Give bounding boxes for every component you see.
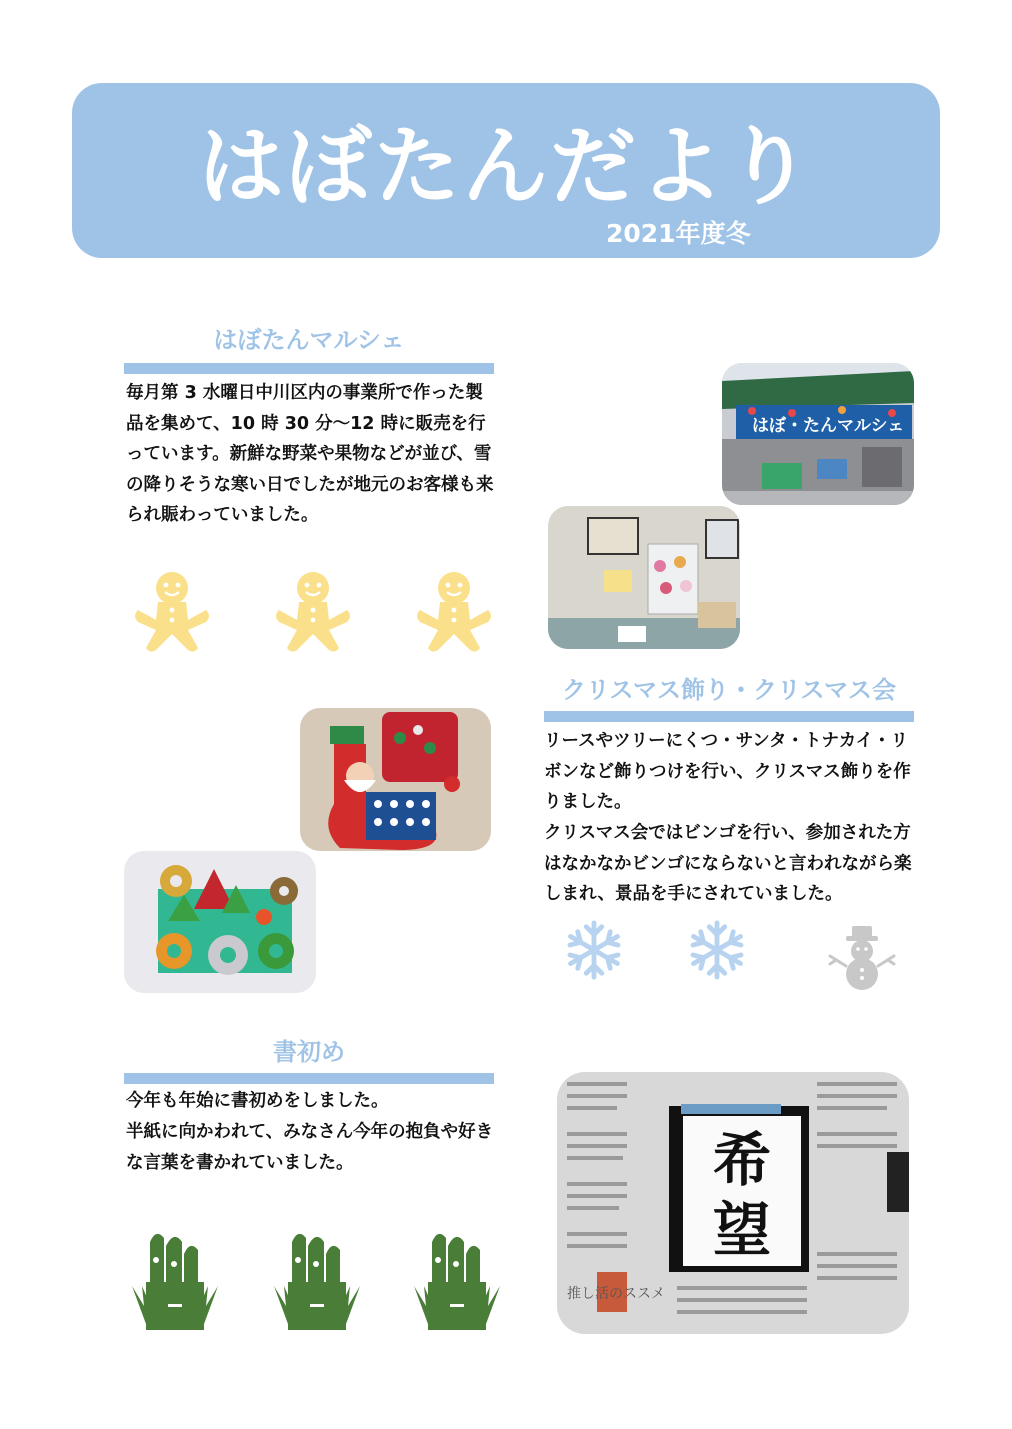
kakizome-text-1: 今年も年始に書初めをしました。	[126, 1091, 389, 1111]
section-title-marche: はぼたんマルシェ	[213, 326, 405, 354]
kadomatsu-icon	[270, 1224, 364, 1330]
section-divider	[124, 1073, 494, 1084]
gingerbread-man-icon	[414, 570, 494, 654]
section-title-christmas: クリスマス飾り・クリスマス会	[561, 676, 897, 704]
marche-text: 毎月第 3 水曜日中川区内の事業所で作った製品を集めて、10 時 30 分～12 時に販売を行っています。新鮮な野菜や果物などが並び、雪の降りそうな寒い日でしたが地元のお客様も来られ賑わっていました。	[126, 383, 494, 525]
marche-tent-photo	[722, 363, 914, 505]
bags-display-photo	[548, 506, 740, 649]
christmas-text-1: リースやツリーにくつ・サンタ・トナカイ・リボンなど飾りつけを行い、クリスマス飾りを作りました。	[544, 731, 911, 812]
christmas-stocking-photo	[300, 708, 491, 851]
snowflake-icon	[686, 918, 748, 982]
newsletter-title: はぼたんだより	[198, 117, 814, 217]
calligraphy-photo	[557, 1072, 909, 1334]
kadomatsu-icon	[410, 1224, 504, 1330]
calligraphy-char-2: 望	[712, 1196, 772, 1264]
section-title-kakizome: 書初め	[273, 1038, 345, 1066]
calligraphy-char-1: 希	[712, 1126, 772, 1194]
snowman-icon	[826, 926, 898, 990]
kadomatsu-icon	[128, 1224, 222, 1330]
gingerbread-man-icon	[132, 570, 212, 654]
newsletter-subtitle: 2021年度冬	[606, 219, 751, 248]
section-divider	[124, 363, 494, 374]
newspaper-text: 推し活のススメ	[567, 1286, 665, 1302]
tent-banner-text: はぼ・たんマルシェ	[752, 416, 905, 436]
section-divider	[544, 711, 914, 722]
origami-wreath-photo	[124, 851, 316, 993]
snowflake-icon	[563, 918, 625, 982]
gingerbread-man-icon	[273, 570, 353, 654]
kakizome-text-2: 半紙に向かわれて、みなさん今年の抱負や好きな言葉を書かれていました。	[126, 1122, 494, 1173]
christmas-text-2: クリスマス会ではビンゴを行い、参加された方はなかなかビンゴにならないと言われながら楽しまれ、景品を手にされていました。	[544, 823, 912, 904]
